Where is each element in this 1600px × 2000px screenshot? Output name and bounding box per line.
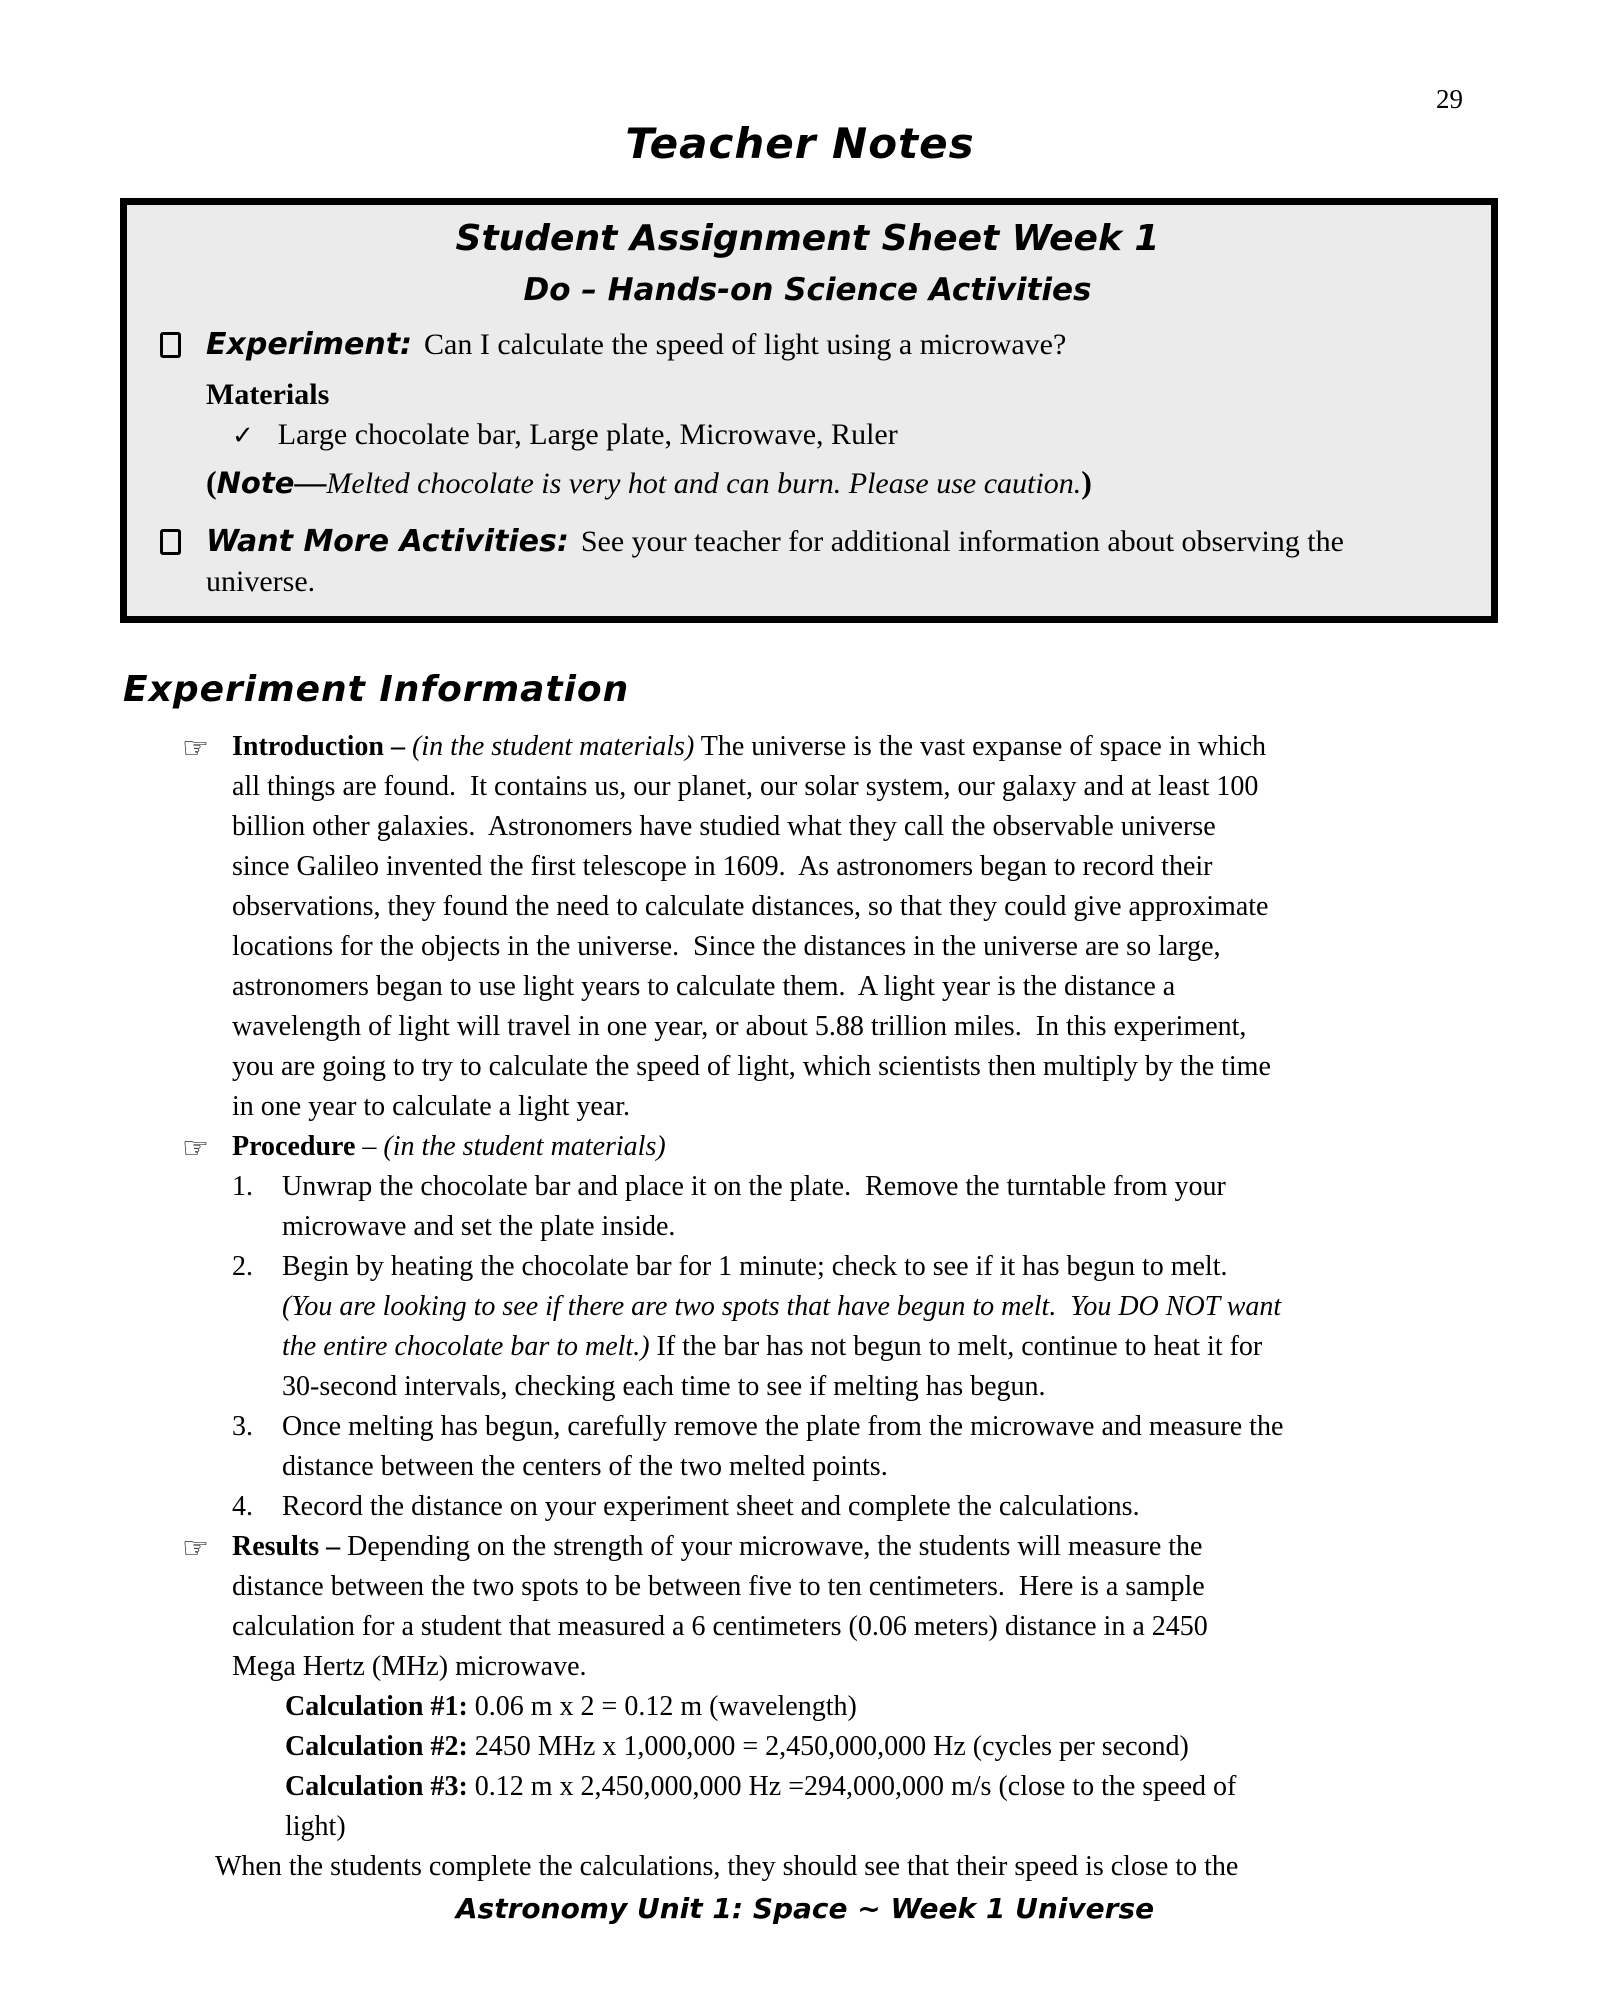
want-more-text: See your teacher for additional information about observing the [580, 525, 1344, 558]
note-close-paren: ) [1081, 464, 1092, 500]
introduction-text-line: astronomers began to use light years to calculate them. A light year is the distance a [232, 971, 1176, 1002]
want-more-content [206, 522, 1455, 602]
step-number: 1. [232, 1171, 253, 1202]
introduction-line [232, 727, 1510, 767]
introduction-text: The universe is the vast expanse of space in which [694, 731, 1267, 762]
step-number: 4. [232, 1491, 253, 1522]
results-line [232, 1527, 1510, 1567]
calculation-line [285, 1727, 1600, 1767]
introduction-text-line: since Galileo invented the first telescope in 1609. As astronomers began to record their [232, 851, 1213, 882]
procedure-step [232, 1407, 1600, 1487]
introduction-text-line: wavelength of light will travel in one year, or about 5.88 trillion miles. In this experiment, [232, 1011, 1247, 1042]
experiment-row [160, 325, 1455, 506]
note-text: Melted chocolate is very hot and can burn. Please use caution. [326, 467, 1082, 500]
calculation-label: Calculation #1: [285, 1691, 468, 1722]
step-line-rest: If the bar has not begun to melt, continue to heat it for [649, 1331, 1263, 1362]
procedure-dash: – [355, 1131, 384, 1162]
checkbox-icon [160, 332, 181, 358]
procedure-steps [232, 1167, 1600, 1527]
page-number: 29 [1436, 84, 1463, 114]
calculation-continuation-line: light) [285, 1811, 346, 1842]
step-text [282, 1487, 1600, 1527]
note-label: Note [216, 466, 295, 500]
note-open-paren: ( [206, 464, 217, 500]
step-line: Once melting has begun, carefully remove the plate from the microwave and measure the [282, 1411, 1284, 1442]
want-more-line1 [206, 522, 1455, 562]
calculation-line [285, 1767, 1600, 1807]
results-text-line: calculation for a student that measured a 6 centimeters (0.06 meters) distance in a 2450 [232, 1611, 1208, 1642]
results-text: Depending on the strength of your microwave, the students will measure the [347, 1531, 1203, 1562]
assignment-box [120, 198, 1498, 623]
calculation-text: 2450 MHz x 1,000,000 = 2,450,000,000 Hz (cycles per second) [467, 1731, 1189, 1762]
pointing-hand-icon: ☞ [182, 731, 209, 766]
note-dash: — [294, 464, 327, 500]
experiment-label: Experiment: [206, 327, 413, 362]
step-text [282, 1167, 1600, 1247]
procedure-paren: (in the student materials) [383, 1131, 666, 1162]
introduction-text-line: billion other galaxies. Astronomers have studied what they call the observable universe [232, 811, 1216, 842]
page-title: Teacher Notes [625, 119, 975, 168]
procedure-label: Procedure [232, 1131, 356, 1162]
materials-items: Large chocolate bar, Large plate, Microwave, Ruler [277, 418, 898, 451]
want-more-line2: universe. [206, 565, 316, 598]
procedure-block [182, 1127, 1510, 1167]
step-line-italic: (You are looking to see if there are two spots that have begun to melt. You DO NOT want [282, 1291, 1282, 1322]
step-line: distance between the centers of the two melted points. [282, 1451, 888, 1482]
procedure-step [232, 1247, 1600, 1407]
note-line [206, 460, 1455, 506]
introduction-text-line: locations for the objects in the universe. Since the distances in the universe are so large, [232, 931, 1221, 962]
pointing-hand-icon: ☞ [182, 1531, 209, 1566]
results-block [182, 1527, 1510, 1687]
step-line: Begin by heating the chocolate bar for 1 minute; check to see if it has begun to melt. [282, 1251, 1228, 1282]
materials-item-line [206, 415, 1455, 456]
want-more-row [160, 522, 1455, 602]
step-line [282, 1327, 1600, 1367]
step-text [282, 1407, 1600, 1487]
calculation-text: 0.06 m x 2 = 0.12 m (wavelength) [467, 1691, 857, 1722]
step-number: 3. [232, 1411, 253, 1442]
introduction-block [182, 727, 1510, 1127]
calculation-label: Calculation #3: [285, 1771, 468, 1802]
check-icon: ✓ [232, 421, 254, 451]
step-line: Record the distance on your experiment sheet and complete the calculations. [282, 1491, 1140, 1522]
step-line: microwave and set the plate inside. [282, 1211, 676, 1242]
want-more-label: Want More Activities: [206, 524, 569, 559]
experiment-line [206, 325, 1455, 365]
procedure-step [232, 1167, 1600, 1247]
results-text-line: Mega Hertz (MHz) microwave. [232, 1651, 587, 1682]
experiment-content [206, 325, 1455, 506]
step-text [282, 1247, 1600, 1407]
materials-heading: Materials [206, 378, 330, 411]
calculation-text: 0.12 m x 2,450,000,000 Hz =294,000,000 m/s (close to the speed of [467, 1771, 1237, 1802]
assignment-box-title: Student Assignment Sheet Week 1 [455, 218, 1160, 259]
step-line: Unwrap the chocolate bar and place it on the plate. Remove the turntable from your [282, 1171, 1226, 1202]
introduction-paren: (in the student materials) [411, 731, 695, 762]
document-footer: Astronomy Unit 1: Space ~ Week 1 Universe [455, 1892, 1155, 1925]
results-label: Results – [232, 1531, 348, 1562]
pointing-hand-icon: ☞ [182, 1131, 209, 1166]
introduction-text-line: observations, they found the need to calculate distances, so that they could give approximate [232, 891, 1269, 922]
procedure-heading-line [232, 1127, 1510, 1167]
introduction-text-line: all things are found. It contains us, our planet, our solar system, our galaxy and at least 100 [232, 771, 1259, 802]
step-line: 30-second intervals, checking each time to see if melting has begun. [282, 1371, 1046, 1402]
calculation-line [285, 1687, 1600, 1727]
step-line-italic-part: the entire chocolate bar to melt.) [282, 1331, 650, 1362]
introduction-label: Introduction – [232, 731, 412, 762]
calculation-label: Calculation #2: [285, 1731, 468, 1762]
results-text-line: distance between the two spots to be between five to ten centimeters. Here is a sample [232, 1571, 1205, 1602]
introduction-text-line: you are going to try to calculate the speed of light, which scientists then multiply by the time [232, 1051, 1271, 1082]
section-heading: Experiment Information [123, 669, 630, 710]
checkbox-icon [160, 529, 181, 555]
procedure-step [232, 1487, 1600, 1527]
closing-line: When the students complete the calculations, they should see that their speed is close to the [215, 1851, 1239, 1882]
calculations-block [285, 1687, 1600, 1847]
experiment-question: Can I calculate the speed of light using a microwave? [424, 328, 1067, 361]
introduction-text-line: in one year to calculate a light year. [232, 1091, 631, 1122]
step-number: 2. [232, 1251, 253, 1282]
assignment-box-subtitle: Do – Hands-on Science Activities [523, 272, 1092, 308]
